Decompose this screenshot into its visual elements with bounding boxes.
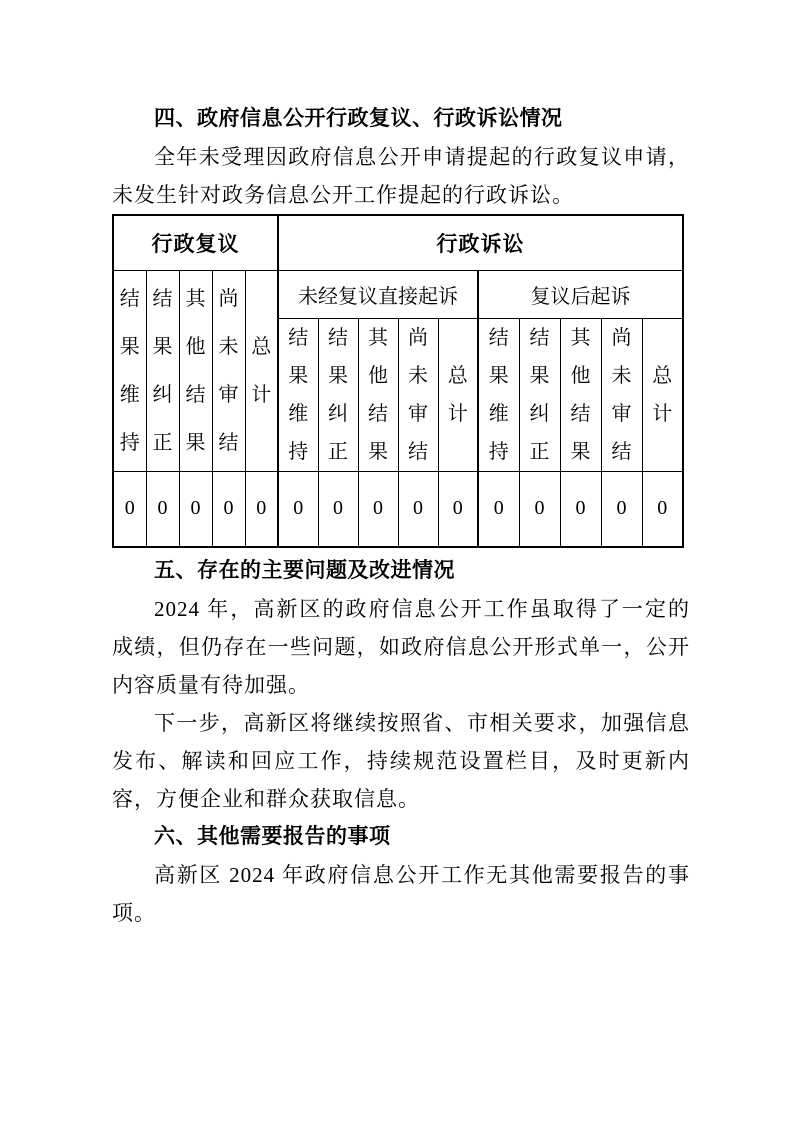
- table-column-header: 其他结果: [358, 318, 398, 471]
- table-subgroup-header-after-review: 复议后起诉: [478, 270, 683, 318]
- table-value-cell: 0: [478, 471, 519, 547]
- table-value-cell: 0: [278, 471, 318, 547]
- table-column-header: 总计: [438, 318, 478, 471]
- table-value-cell: 0: [519, 471, 560, 547]
- table-group-header-review: 行政复议: [113, 215, 278, 270]
- table-column-header: 尚未审结: [601, 318, 642, 471]
- table-group-header-litigation: 行政诉讼: [278, 215, 683, 270]
- table-column-header: 总计: [642, 318, 683, 471]
- table-column-header: 结果维持: [478, 318, 519, 471]
- table-value-cell: 0: [560, 471, 601, 547]
- table-value-cell: 0: [179, 471, 212, 547]
- table-value-cell: 0: [212, 471, 245, 547]
- table-column-header: 其他结果: [179, 270, 212, 471]
- table-subgroup-header-direct: 未经复议直接起诉: [278, 270, 478, 318]
- table-value-cell: 0: [113, 471, 146, 547]
- table-column-header: 总计: [245, 270, 278, 471]
- table-column-header: 结果纠正: [146, 270, 179, 471]
- table-value-cell: 0: [245, 471, 278, 547]
- table-value-cell: 0: [318, 471, 358, 547]
- document-content: [112, 100, 690, 932]
- table-column-header: 结果纠正: [318, 318, 358, 471]
- table-column-header: 结果维持: [113, 270, 146, 471]
- table-value-cell: 0: [601, 471, 642, 547]
- section-6-paragraph: 高新区 2024 年政府信息公开工作无其他需要报告的事项。: [112, 863, 690, 925]
- section-5-heading: 五、存在的主要问题及改进情况: [154, 559, 455, 582]
- section-6-heading: 六、其他需要报告的事项: [154, 825, 391, 848]
- table-value-cell: 0: [438, 471, 478, 547]
- table-value-cell: 0: [398, 471, 438, 547]
- table-column-header: 结果维持: [278, 318, 318, 471]
- section-4-paragraph: 全年未受理因政府信息公开申请提起的行政复议申请，未发生针对政务信息公开工作提起的行政诉讼。: [112, 145, 690, 207]
- table-column-header: 尚未审结: [212, 270, 245, 471]
- section-4-heading: 四、政府信息公开行政复议、行政诉讼情况: [154, 107, 563, 130]
- table-column-header: 尚未审结: [398, 318, 438, 471]
- table-value-cell: 0: [146, 471, 179, 547]
- section-5-paragraph-2: 下一步，高新区将继续按照省、市相关要求，加强信息发布、解读和回应工作，持续规范设置栏目，及时更新内容，方便企业和群众获取信息。: [112, 711, 690, 811]
- table-column-header: 其他结果: [560, 318, 601, 471]
- table-value-cell: 0: [642, 471, 683, 547]
- section-5-paragraph-1: 2024 年，高新区的政府信息公开工作虽取得了一定的成绩，但仍存在一些问题，如政府信息公开形式单一，公开内容质量有待加强。: [112, 597, 690, 697]
- table-column-header: 结果纠正: [519, 318, 560, 471]
- table-value-cell: 0: [358, 471, 398, 547]
- admin-review-litigation-table: [112, 214, 684, 548]
